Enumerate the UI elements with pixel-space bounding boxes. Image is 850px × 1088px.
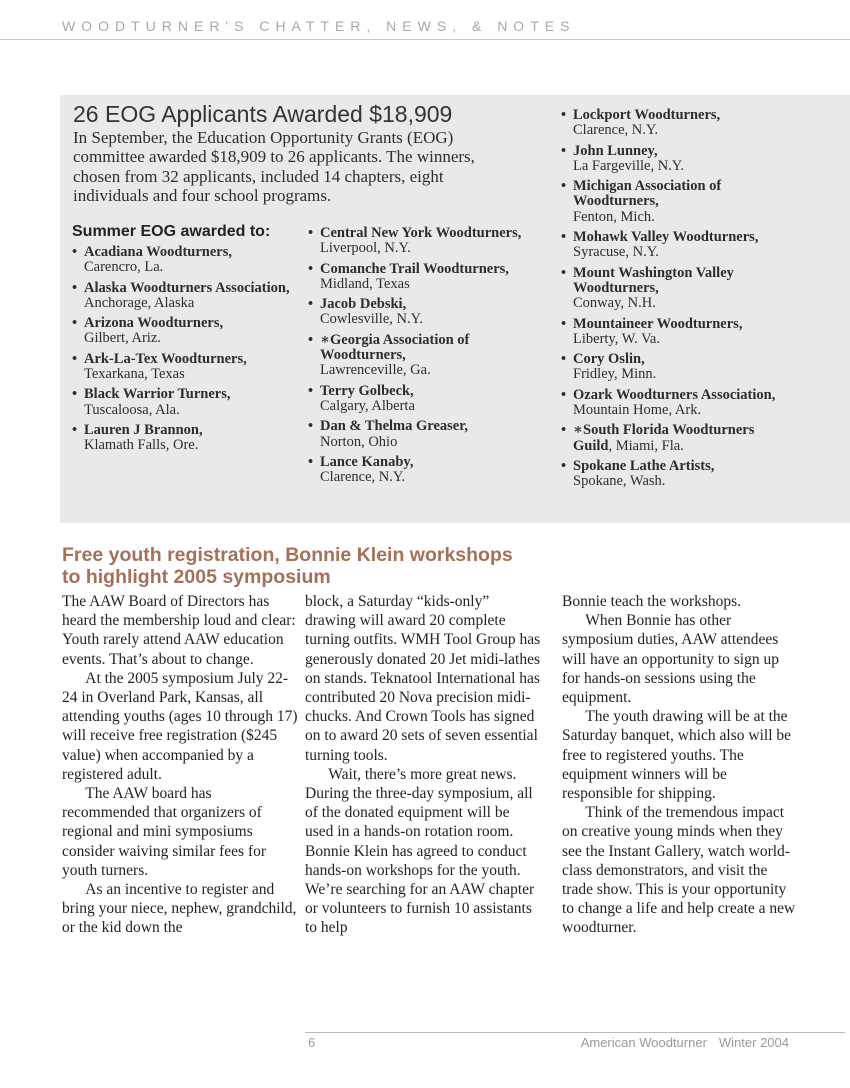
article-paragraph: block, a Saturday “kids-only” drawing will award 20 complete turning outfits. WMH Tool Group has generously donated 20 Jet midi-lathes on stands. Teknatool International has contributed 20 Nova precision midi-chucks. And Crown Tools has signed on to award 20 sets of seven essential turning tools. (305, 593, 541, 764)
recipient-location: Anchorage, Alaska (84, 294, 195, 311)
footer-issue: Winter 2004 (718, 1035, 789, 1050)
article-title (62, 545, 513, 588)
eog-recipient (308, 419, 522, 450)
recipient-name: Jacob Debski, (320, 296, 407, 313)
bullet-icon: • (561, 386, 567, 403)
bullet-icon: • (561, 264, 567, 281)
recipient-name: Black Warrior Turners, (84, 386, 231, 403)
recipient-name: Lauren J Brannon, (84, 421, 203, 438)
bullet-icon: • (561, 315, 567, 332)
bullet-icon: • (72, 279, 78, 296)
footer-journal-name: American Woodturner (580, 1035, 707, 1050)
recipient-location: Liverpool, N.Y. (320, 240, 411, 257)
bullet-icon: • (308, 382, 314, 399)
recipient-name: Terry Golbeck, (320, 382, 414, 399)
eog-recipient (72, 423, 294, 454)
bullet-icon: • (72, 386, 78, 403)
article-column-2 (305, 592, 541, 938)
bullet-icon: • (308, 331, 314, 348)
bullet-icon: • (72, 350, 78, 367)
eog-recipient (561, 179, 787, 225)
eog-recipient (561, 144, 787, 175)
recipient-name: Alaska Woodturners Association, (84, 279, 290, 296)
recipient-location: Syracuse, N.Y. (573, 244, 659, 261)
eog-recipient (308, 226, 522, 257)
recipient-location: Liberty, W. Va. (573, 330, 660, 347)
footer-journal-line (581, 1035, 789, 1050)
recipient-location: Fenton, Mich. (573, 208, 655, 225)
article-paragraph: The AAW Board of Directors has heard the membership loud and clear: Youth rarely attend AAW education events. That’s about to change. (62, 593, 296, 668)
eog-recipient-column-1 (72, 245, 294, 459)
bullet-icon: • (308, 296, 314, 313)
recipient-location: Norton, Ohio (320, 433, 398, 450)
recipient-name: John Lunney, (573, 142, 658, 159)
recipient-location: Gilbert, Ariz. (84, 330, 161, 347)
article-column-3 (562, 592, 798, 938)
eog-recipient (308, 333, 522, 379)
eog-recipient (72, 316, 294, 347)
article-paragraph: Think of the tremendous impact on creative young minds when they see the Instant Gallery, watch world-class demonstrators, and visit the trade show. This is your opportunity to change a life and help create a new woodturner. (562, 804, 796, 937)
recipient-location: Midland, Texas (320, 275, 410, 292)
recipient-location: Cowlesville, N.Y. (320, 311, 423, 328)
article-title-line-2: to highlight 2005 symposium (62, 565, 331, 588)
bullet-icon: • (72, 315, 78, 332)
eog-recipient (308, 455, 522, 486)
recipient-name: Cory Oslin, (573, 351, 645, 368)
recipient-location: Clarence, N.Y. (320, 469, 406, 486)
bullet-icon: • (308, 453, 314, 470)
recipient-name: Mount Washington Valley Woodturners, (573, 264, 734, 296)
eog-recipient (72, 352, 294, 383)
article-paragraph: As an incentive to register and bring your niece, nephew, grandchild, or the kid down the (62, 881, 297, 937)
eog-box-title: 26 EOG Applicants Awarded $18,909 (73, 101, 453, 127)
article-paragraph: Bonnie teach the workshops. (562, 593, 742, 610)
recipient-location: Mountain Home, Ark. (573, 402, 702, 419)
recipient-name: Ozark Woodturners Association, (573, 386, 776, 403)
eog-recipient-column-2 (308, 226, 522, 490)
eog-recipient (561, 108, 787, 139)
recipient-location: Lawrenceville, Ga. (320, 362, 431, 379)
recipient-name: Acadiana Woodturners, (84, 244, 232, 260)
eog-recipient (561, 352, 787, 383)
eog-recipient-column-3 (561, 108, 787, 495)
article-paragraph: The youth drawing will be at the Saturday banquet, which also will be free to registered youths. The equipment winners will be responsible for shipping. (562, 708, 792, 803)
masthead-divider (0, 39, 850, 40)
recipient-name: Mohawk Valley Woodturners, (573, 229, 759, 246)
recipient-location: Carencro, La. (84, 259, 164, 276)
recipient-name: Dan & Thelma Greaser, (320, 418, 468, 435)
footer-divider (305, 1032, 845, 1033)
recipient-location: Texarkana, Texas (84, 366, 185, 383)
recipient-location: Conway, N.H. (573, 295, 656, 312)
recipient-name: Ark-La-Tex Woodturners, (84, 350, 247, 367)
article-paragraph: At the 2005 symposium July 22-24 in Overland Park, Kansas, all attending youths (ages 10 through 17) will receive free registration ($245 value) when accompanied by a registered adult. (62, 669, 298, 783)
recipient-name: Michigan Association of Woodturners, (573, 178, 722, 210)
eog-recipient (561, 230, 787, 261)
bullet-icon: • (72, 421, 78, 438)
recipient-name: ∗South Florida Woodturners Guild (573, 422, 755, 454)
eog-recipient (72, 245, 294, 276)
article-paragraph: Wait, there’s more great news. During the three-day symposium, all of the donated equipment will be used in a hands-on rotation room. Bonnie Klein has agreed to conduct hands-on workshops for the youth. We’re searching for an AAW chapter or volunteers to furnish 10 assistants to help (305, 765, 535, 937)
eog-recipient (561, 317, 787, 348)
bullet-icon: • (72, 244, 78, 260)
eog-awards-box (60, 95, 850, 523)
bullet-icon: • (561, 142, 567, 159)
eog-list-header: Summer EOG awarded to: (72, 223, 271, 240)
bullet-icon: • (561, 178, 567, 195)
recipient-name: Lance Kanaby, (320, 453, 414, 470)
recipient-location: Calgary, Alberta (320, 397, 415, 414)
recipient-name: ∗Georgia Association of Woodturners, (320, 331, 470, 364)
eog-recipient (308, 297, 522, 328)
footer-page-number: 6 (308, 1035, 316, 1050)
recipient-name: Arizona Woodturners, (84, 315, 224, 332)
recipient-location: La Fargeville, N.Y. (573, 157, 685, 174)
bullet-icon: • (561, 229, 567, 246)
article-paragraph: The AAW board has recommended that organizers of regional and mini symposiums consider waiving similar fees for youth turners. (62, 785, 267, 879)
recipient-location: Fridley, Minn. (573, 366, 657, 383)
bullet-icon: • (561, 107, 567, 123)
eog-recipient (308, 262, 522, 293)
masthead-title: WOODTURNER'S CHATTER, NEWS, & NOTES (62, 18, 576, 34)
recipient-name: Mountaineer Woodturners, (573, 315, 743, 332)
bullet-icon: • (561, 457, 567, 474)
eog-recipient (561, 388, 787, 419)
eog-recipient (72, 387, 294, 418)
recipient-name: Comanche Trail Woodturners, (320, 260, 509, 277)
eog-recipient (72, 281, 294, 312)
recipient-location: Spokane, Wash. (573, 473, 666, 490)
recipient-name: Central New York Woodturners, (320, 225, 522, 241)
recipient-location: Klamath Falls, Ore. (84, 437, 199, 454)
bullet-icon: • (561, 351, 567, 368)
article-title-line-1: Free youth registration, Bonnie Klein workshops (62, 544, 513, 566)
recipient-location: Tuscaloosa, Ala. (84, 401, 180, 418)
bullet-icon: • (308, 418, 314, 435)
eog-recipient (308, 384, 522, 415)
recipient-location: Clarence, N.Y. (573, 122, 659, 139)
eog-recipient (561, 266, 787, 312)
eog-box-intro: In September, the Education Opportunity Grants (EOG) committee awarded $18,909 to 26 applicants. The winners, chosen from 32 applicants, included 14 chapters, eight individuals and four school programs. (73, 128, 475, 206)
bullet-icon: • (308, 260, 314, 277)
recipient-name: Spokane Lathe Artists, (573, 457, 715, 474)
recipient-location: , Miami, Fla. (608, 437, 684, 454)
recipient-name: Lockport Woodturners, (573, 107, 721, 123)
bullet-icon: • (308, 225, 314, 241)
bullet-icon: • (561, 422, 567, 439)
article-column-1 (62, 592, 298, 938)
article-paragraph: When Bonnie has other symposium duties, AAW attendees will have an opportunity to sign up for hands-on sessions using the equipment. (562, 612, 779, 707)
eog-recipient (561, 459, 787, 490)
eog-recipient (561, 423, 787, 454)
